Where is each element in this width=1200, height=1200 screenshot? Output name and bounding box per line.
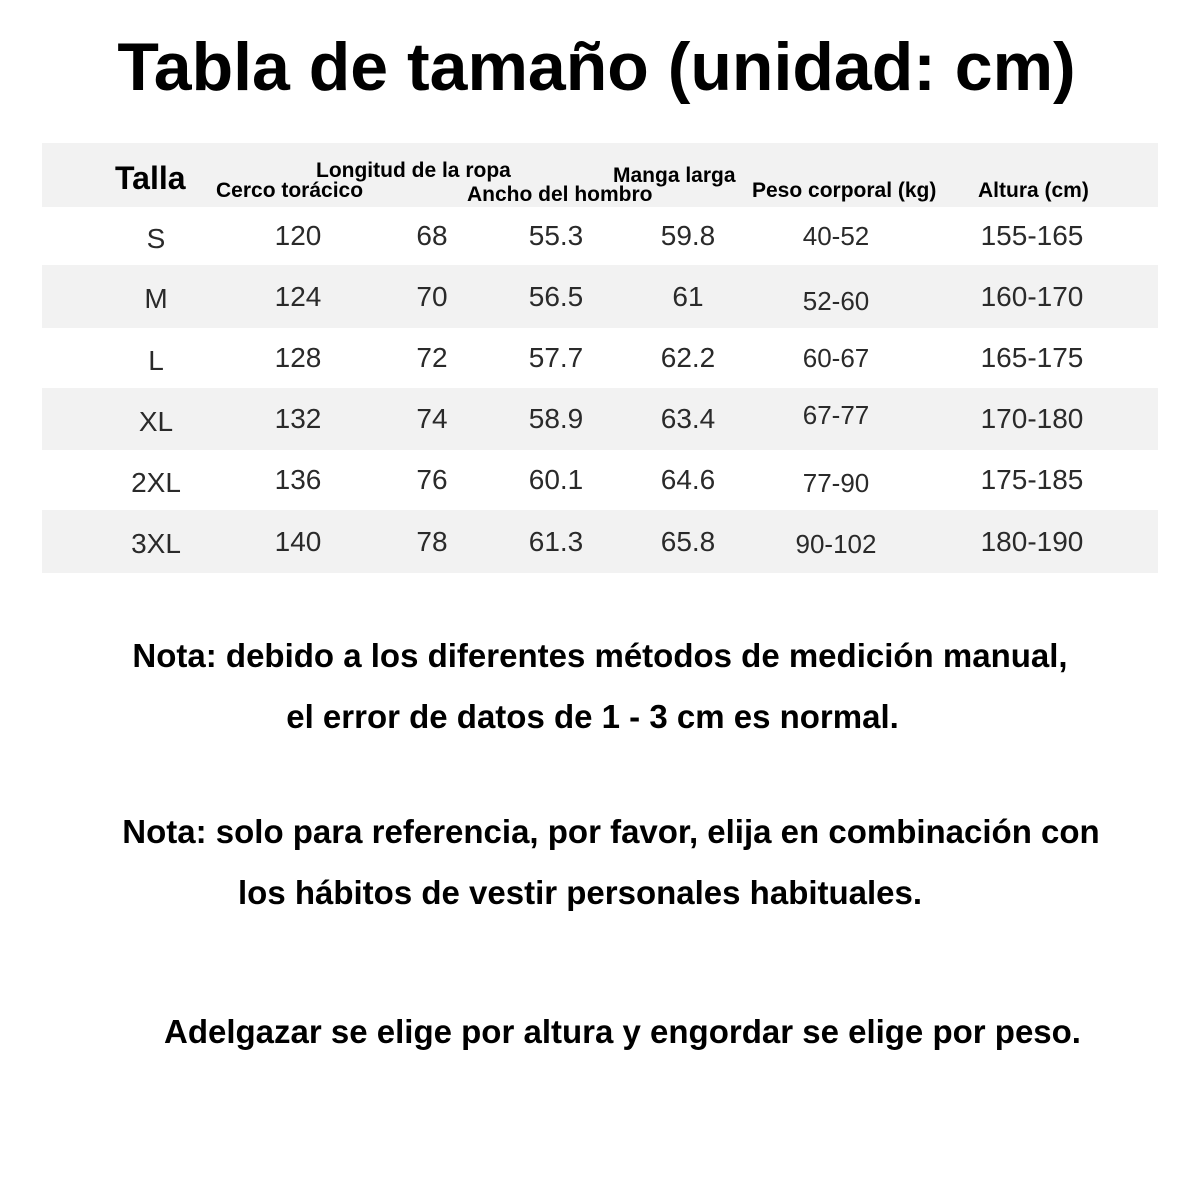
- cell-length: 72: [416, 342, 448, 373]
- cell-shoulder: 57.7: [528, 342, 584, 373]
- note-measurement-method: Nota: debido a los diferentes métodos de medición manual,: [132, 637, 1068, 674]
- cell-size: XL: [138, 405, 174, 437]
- cell-shoulder: 60.1: [528, 464, 584, 495]
- cell-shoulder: 55.3: [528, 220, 584, 251]
- cell-size: S: [146, 222, 166, 254]
- cell-sleeve: 63.4: [660, 403, 716, 434]
- cell-weight: 52-60: [802, 286, 870, 316]
- cell-height: 170-180: [980, 403, 1084, 434]
- cell-size: 3XL: [131, 528, 181, 559]
- cell-length: 76: [416, 464, 448, 495]
- table-row: [42, 388, 1158, 450]
- cell-chest: 136: [274, 464, 322, 495]
- cell-length: 74: [416, 403, 448, 434]
- note-reference-only: Nota: solo para referencia, por favor, elija en combinación con: [122, 813, 1100, 850]
- cell-shoulder: 61.3: [528, 525, 584, 557]
- table-row: [42, 450, 1158, 510]
- cell-sleeve: 62.2: [660, 342, 716, 373]
- cell-shoulder: 56.5: [528, 280, 584, 312]
- header-size: Talla: [115, 160, 186, 196]
- cell-sleeve: 65.8: [660, 525, 716, 557]
- cell-height: 175-185: [980, 464, 1084, 495]
- table-header: [42, 143, 1158, 207]
- cell-chest: 128: [274, 342, 322, 373]
- cell-height: 165-175: [980, 342, 1084, 373]
- header-length: Longitud de la ropa: [316, 159, 511, 182]
- note-measurement-error: el error de datos de 1 - 3 cm es normal.: [286, 698, 899, 735]
- cell-sleeve: 64.6: [660, 464, 716, 495]
- cell-weight: 40-52: [802, 220, 870, 251]
- cell-chest: 140: [274, 525, 322, 557]
- table-row: [42, 510, 1158, 573]
- cell-chest: 132: [274, 403, 322, 434]
- table-row: [42, 207, 1158, 265]
- cell-chest: 120: [274, 220, 322, 251]
- cell-height: 180-190: [980, 525, 1084, 557]
- header-height: Altura (cm): [978, 179, 1089, 202]
- cell-height: 155-165: [980, 220, 1084, 251]
- table-row: [42, 328, 1158, 388]
- size-table: [42, 143, 1158, 573]
- header-weight: Peso corporal (kg): [752, 179, 937, 202]
- note-height-weight-advice: Adelgazar se elige por altura y engordar se elige por peso.: [164, 1013, 1081, 1050]
- cell-size: L: [148, 344, 164, 376]
- cell-weight: 60-67: [802, 342, 870, 373]
- cell-weight: 90-102: [795, 529, 877, 559]
- cell-size: M: [144, 283, 168, 314]
- cell-shoulder: 58.9: [528, 403, 584, 434]
- header-sleeve: Manga larga: [613, 164, 736, 187]
- cell-height: 160-170: [980, 280, 1084, 312]
- cell-weight: 67-77: [802, 399, 870, 430]
- cell-size: 2XL: [131, 466, 181, 498]
- note-dressing-habits: los hábitos de vestir personales habituales.: [238, 874, 923, 911]
- header-shoulder: Ancho del hombro: [467, 183, 653, 206]
- cell-length: 70: [416, 280, 448, 312]
- cell-chest: 124: [274, 280, 322, 312]
- page-title: Tabla de tamaño (unidad: cm): [117, 29, 1076, 105]
- header-chest: Cerco torácico: [216, 179, 364, 202]
- cell-length: 78: [416, 525, 448, 557]
- cell-sleeve: 61: [672, 280, 704, 312]
- cell-weight: 77-90: [802, 467, 870, 498]
- cell-sleeve: 59.8: [660, 220, 716, 251]
- table-row: [42, 265, 1158, 328]
- cell-length: 68: [416, 220, 448, 251]
